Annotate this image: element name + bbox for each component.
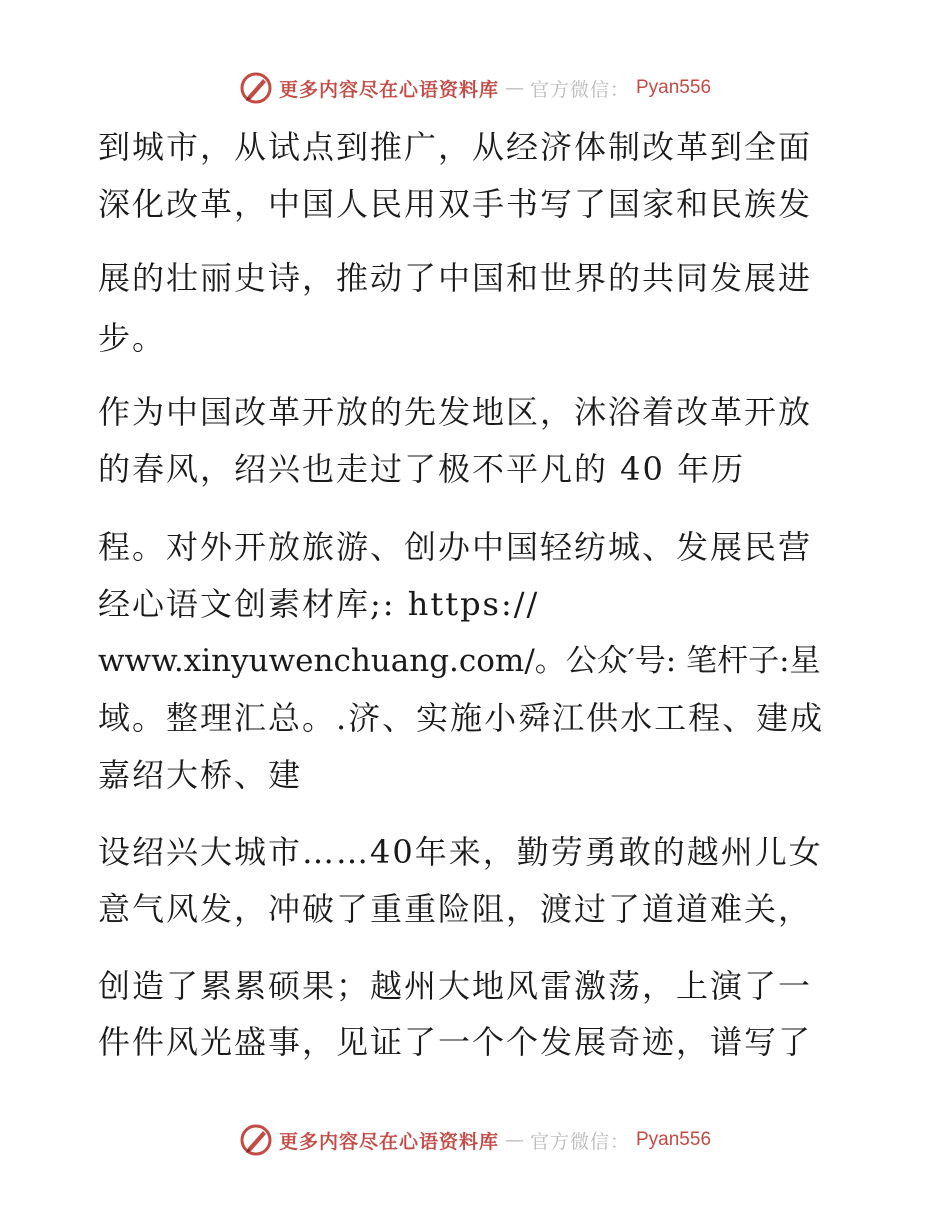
text-line: 嘉绍大桥、建 — [98, 756, 303, 794]
watermark-label: 官方微信： — [529, 78, 630, 101]
text-line: 创造了累累硕果；越州大地风雷激荡，上演了一 — [98, 967, 813, 1005]
text-line: 深化改革，中国人民用双手书写了国家和民族发 — [98, 185, 813, 223]
text-line: 步。 — [98, 319, 167, 357]
footer-watermark — [0, 1120, 950, 1160]
watermark-separator: — — [504, 77, 524, 99]
text-line: 设绍兴大城市……40年来，勤劳勇敢的越州儿女 — [98, 833, 823, 871]
text-line: 作为中国改革开放的先发地区，沐浴着改革开放 — [98, 393, 813, 431]
text-line: www.xinyuwenchuang.com/。公众′号: 笔杆子:星 — [98, 643, 821, 679]
text-line: 意气风发，冲破了重重险阻，渡过了道道难关， — [98, 890, 813, 928]
text-line: 展的壮丽史诗，推动了中国和世界的共同发展进 — [98, 259, 813, 297]
text-line: 件件风光盛事，见证了一个个发展奇迹，谱写了 — [98, 1023, 813, 1061]
watermark-handle: Pyan556 — [636, 1129, 712, 1150]
pen-logo-icon — [239, 1123, 273, 1157]
text-line: 域。整理汇总。.济、实施小舜江供水工程、建成 — [98, 699, 825, 737]
text-line: 到城市，从试点到推广，从经济体制改革到全面 — [98, 128, 813, 166]
text-line: 经心语文创素材库;: https:// — [98, 585, 540, 623]
text-line: 程。对外开放旅游、创办中国轻纺城、发展民营 — [98, 528, 813, 566]
watermark-site-text: 更多内容尽在心语资料库 — [278, 1130, 499, 1153]
watermark-handle: Pyan556 — [636, 77, 712, 98]
watermark-label: 官方微信： — [529, 1130, 630, 1153]
watermark-separator: — — [504, 1129, 524, 1151]
watermark-site-text: 更多内容尽在心语资料库 — [278, 78, 499, 101]
text-line: 的春风，绍兴也走过了极不平凡的 40 年历 — [98, 450, 746, 488]
